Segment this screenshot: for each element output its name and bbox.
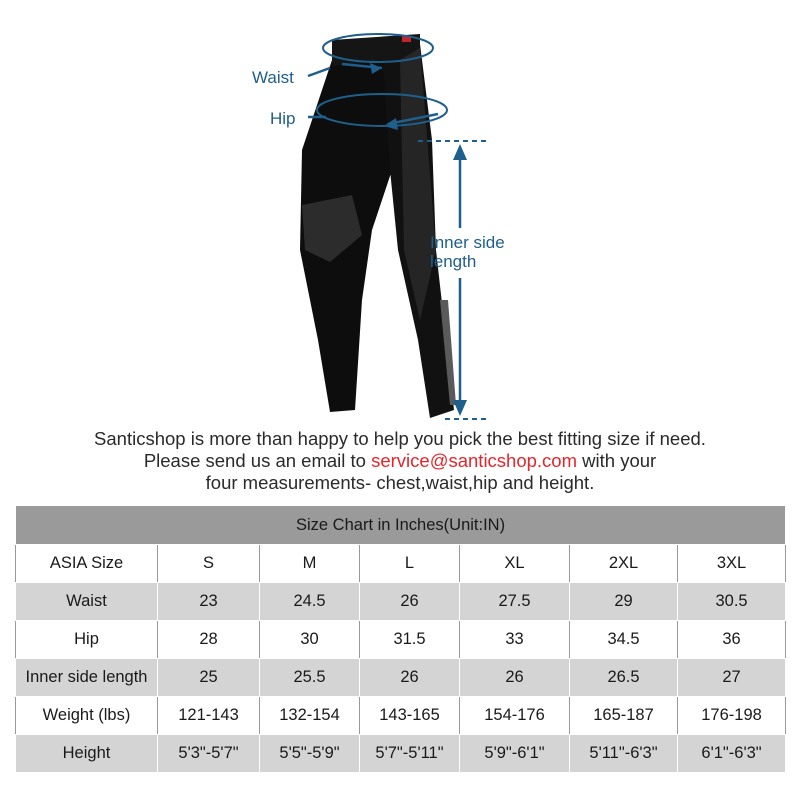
table-cell: 25.5 <box>260 659 360 697</box>
table-row <box>16 621 786 659</box>
table-cell: 165-187 <box>570 697 678 735</box>
table-cell: 2XL <box>570 545 678 583</box>
table-cell: 176-198 <box>678 697 786 735</box>
table-cell: 26.5 <box>570 659 678 697</box>
table-cell: 26 <box>460 659 570 697</box>
table-cell: 6'1"-6'3" <box>678 735 786 773</box>
table-cell: 36 <box>678 621 786 659</box>
table-cell: 26 <box>360 583 460 621</box>
table-cell: 30.5 <box>678 583 786 621</box>
row-label-cell: Hip <box>16 621 158 659</box>
table-row <box>16 735 786 773</box>
table-cell: 31.5 <box>360 621 460 659</box>
table-cell: 25 <box>158 659 260 697</box>
table-row <box>16 583 786 621</box>
waist-arrow <box>308 68 330 76</box>
table-cell: 34.5 <box>570 621 678 659</box>
table-cell: 5'9"-6'1" <box>460 735 570 773</box>
table-cell: XL <box>460 545 570 583</box>
length-arrow-down <box>453 400 467 416</box>
table-cell: 5'11"-6'3" <box>570 735 678 773</box>
intro-line-2-before: Please send us an email to <box>143 450 366 471</box>
table-cell: 5'5"-5'9" <box>260 735 360 773</box>
table-cell: 5'7"-5'11" <box>360 735 460 773</box>
row-label-cell: Waist <box>16 583 158 621</box>
table-row <box>16 659 786 697</box>
table-cell: S <box>158 545 260 583</box>
email-link[interactable]: service@santicshop.com <box>371 450 578 471</box>
intro-line-3: four measurements- chest,waist,hip and height. <box>205 472 595 493</box>
table-row <box>16 697 786 735</box>
table-cell: 154-176 <box>460 697 570 735</box>
hip-label: Hip <box>270 109 296 128</box>
intro-text <box>0 428 800 494</box>
table-cell: 5'3"-5'7" <box>158 735 260 773</box>
row-label-cell: Inner side length <box>16 659 158 697</box>
table-cell: 33 <box>460 621 570 659</box>
table-cell: 24.5 <box>260 583 360 621</box>
inner-side-label-line2: length <box>430 252 477 271</box>
table-cell: 26 <box>360 659 460 697</box>
inner-side-label-line1: Inner side <box>430 233 505 252</box>
table-cell: 3XL <box>678 545 786 583</box>
table-cell: 28 <box>158 621 260 659</box>
table-cell: 132-154 <box>260 697 360 735</box>
table-cell: 23 <box>158 583 260 621</box>
length-arrow-up <box>453 144 467 160</box>
table-cell: 30 <box>260 621 360 659</box>
size-chart-table <box>15 505 786 773</box>
row-label-cell: Weight (lbs) <box>16 697 158 735</box>
table-cell: L <box>360 545 460 583</box>
waist-label: Waist <box>252 68 294 87</box>
table-cell: M <box>260 545 360 583</box>
table-cell: 143-165 <box>360 697 460 735</box>
intro-line-1: Santicshop is more than happy to help you pick the best fitting size if need. <box>94 428 706 449</box>
intro-line-2 <box>0 450 800 472</box>
table-cell: 27 <box>678 659 786 697</box>
table-cell: 29 <box>570 583 678 621</box>
row-label-cell: Height <box>16 735 158 773</box>
size-chart-title: Size Chart in Inches(Unit:IN) <box>16 506 786 545</box>
intro-line-2-after: with your <box>582 450 657 471</box>
table-cell: 121-143 <box>158 697 260 735</box>
size-header-row <box>16 545 786 583</box>
row-label-cell: ASIA Size <box>16 545 158 583</box>
table-cell: 27.5 <box>460 583 570 621</box>
